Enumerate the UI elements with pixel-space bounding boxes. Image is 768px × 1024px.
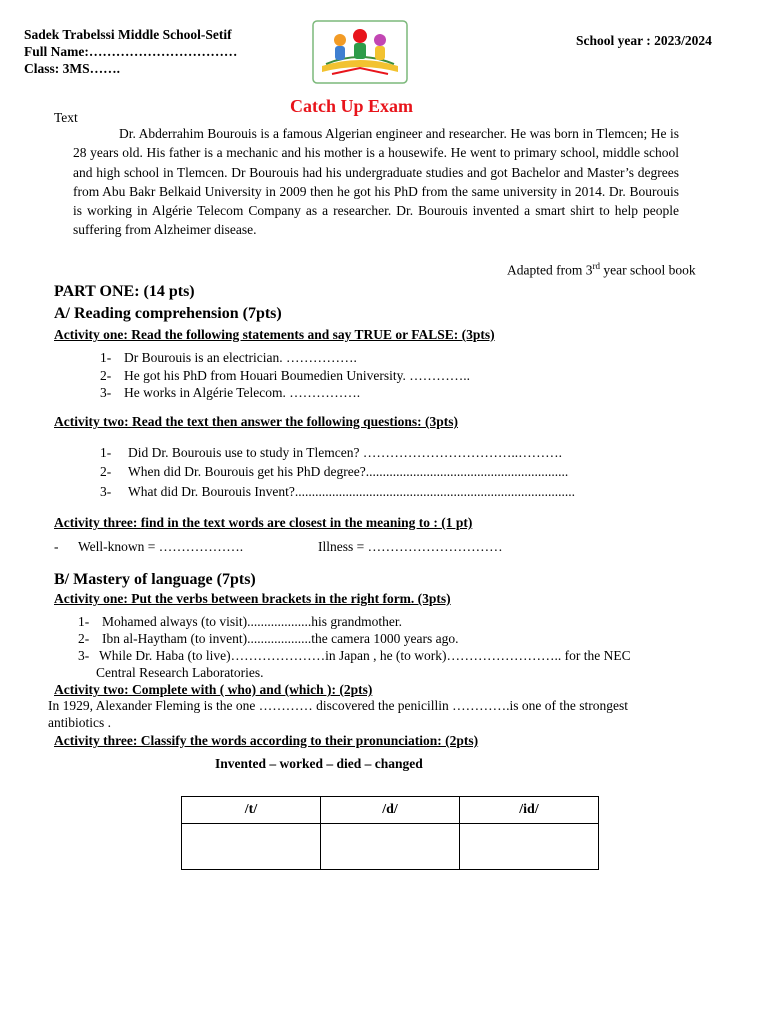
section-b-heading: B/ Mastery of language (7pts) bbox=[54, 571, 256, 588]
answer-cell-id[interactable] bbox=[460, 824, 599, 870]
b-activity-one-title: Activity one: Put the verbs between brackets in the right form. (3pts) bbox=[54, 591, 451, 606]
word-list: Invented – worked – died – changed bbox=[215, 756, 423, 771]
reading-passage bbox=[73, 124, 679, 240]
a-activity-one-title: Activity one: Read the following statements and say TRUE or FALSE: (3pts) bbox=[54, 327, 495, 342]
class-field: Class: 3MS……. bbox=[24, 61, 121, 76]
text-label: Text bbox=[54, 110, 78, 125]
school-name: Sadek Trabelssi Middle School-Setif bbox=[24, 27, 232, 42]
full-name-field: Full Name:…………………………… bbox=[24, 44, 238, 59]
table-header-id: /id/ bbox=[460, 797, 599, 824]
list-item: 2- He got his PhD from Houari Boumedien University. ………….. bbox=[100, 368, 470, 383]
part-one-heading: PART ONE: (14 pts) bbox=[54, 283, 195, 300]
pronunciation-table bbox=[181, 796, 599, 870]
school-logo bbox=[312, 20, 408, 84]
list-item: 1- Dr Bourouis is an electrician. ……………. bbox=[100, 350, 357, 365]
table-header-d: /d/ bbox=[321, 797, 460, 824]
fill-in-sentence-continuation: antibiotics . bbox=[48, 715, 111, 730]
list-item: 1- Mohamed always (to visit)...................his grandmother. bbox=[78, 614, 402, 629]
list-item: 2- Ibn al-Haytham (to invent)...................the camera 1000 years ago. bbox=[78, 631, 459, 646]
list-item: 3- While Dr. Haba (to live)…………………in Japan , he (to work)…………………….. for the NEC bbox=[78, 648, 631, 663]
list-item: 3- What did Dr. Bourouis Invent?................................................................................... bbox=[100, 484, 575, 499]
a-activity-two-title: Activity two: Read the text then answer the following questions: (3pts) bbox=[54, 414, 458, 429]
table-header-t: /t/ bbox=[182, 797, 321, 824]
list-item: 1- Did Dr. Bourouis use to study in Tlemcen? ……………………………..………. bbox=[100, 445, 562, 460]
passage-source: Adapted from 3rd year school book bbox=[507, 261, 696, 278]
answer-cell-t[interactable] bbox=[182, 824, 321, 870]
exam-title: Catch Up Exam bbox=[290, 96, 414, 116]
b-activity-two-title: Activity two: Complete with ( who) and (which ): (2pts) bbox=[54, 682, 373, 697]
list-item: - Well-known = ………………. bbox=[54, 539, 244, 554]
passage-text: Dr. Abderrahim Bourouis is a famous Algerian engineer and researcher. He was born in Tlemcen; He is 28 years old. His father is a mechanic and his mother is a housewife. He went to primary school, middle school and high school in Tlemcen. Dr Bourouis had his undergraduate studies and got Bachelor and Master’s degrees from Abu Bakr Belkaid University in 2009 then he got his PhD from the same university in 2014. Dr. Bourouis is working in Algérie Telecom Company as a researcher. Dr. Bourouis invented a smart shirt to help people suffering from Alzheimer disease. bbox=[73, 126, 679, 238]
school-year: School year : 2023/2024 bbox=[576, 33, 712, 48]
list-item-continuation: Central Research Laboratories. bbox=[96, 665, 264, 680]
section-a-heading: A/ Reading comprehension (7pts) bbox=[54, 305, 282, 322]
b-activity-three-title: Activity three: Classify the words according to their pronunciation: (2pts) bbox=[54, 733, 479, 748]
list-item: 3- He works in Algérie Telecom. ……………. bbox=[100, 385, 361, 400]
list-item: Illness = ………………………… bbox=[318, 539, 503, 554]
fill-in-sentence: In 1929, Alexander Fleming is the one ………… discovered the penicillin ………….is one of the strongest bbox=[48, 698, 629, 713]
list-item: 2- When did Dr. Bourouis get his PhD degree?............................................................ bbox=[100, 464, 569, 479]
a-activity-three-title: Activity three: find in the text words are closest in the meaning to : (1 pt) bbox=[54, 515, 473, 530]
answer-cell-d[interactable] bbox=[321, 824, 460, 870]
